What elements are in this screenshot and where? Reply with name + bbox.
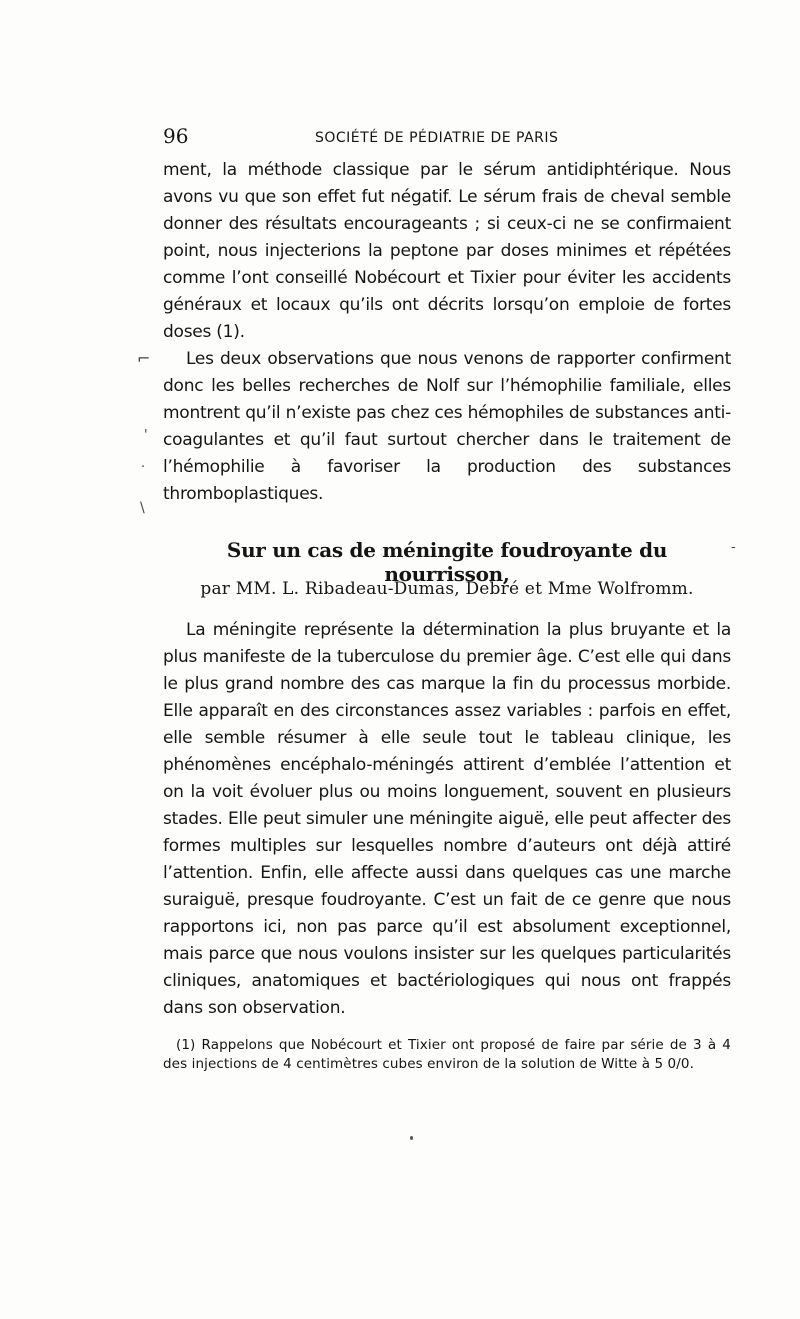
margin-tick-mark: ' [144, 428, 148, 443]
page-header [163, 124, 731, 154]
conclusion-paragraph-block [163, 346, 731, 508]
page-number: 96 [163, 124, 189, 148]
intro-paragraph-block [163, 157, 731, 346]
running-title: SOCIÉTÉ DE PÉDIATRIE DE PARIS [315, 130, 559, 146]
paper-speck [410, 1136, 413, 1140]
article-body-block [163, 617, 731, 1022]
margin-dot-mark: · [141, 460, 146, 475]
margin-dash-mark: - [731, 540, 736, 555]
article-title: Sur un cas de méningite foudroyante du nourrisson, [226, 538, 668, 586]
margin-bracket-mark: ⌐ [137, 349, 151, 368]
footnote: (1) Rappelons que Nobécourt et Tixier ont proposé de faire par série de 3 à 4 des injections de 4 centimètres cubes environ de la solution de Witte à 5 0/0. [163, 1037, 731, 1072]
article-body-paragraph: La méningite représente la détermination la plus bruyante et la plus manifeste de la tuberculose du premier âge. C’est elle qui dans le plus grand nombre des cas marque la fin du processus morbide. Elle apparaît en des circonstances assez variables : parfois en effet, elle semble résumer à elle seule tout le tableau clinique, les phénomènes encéphalo-méningés attirent d’emblée l’attention et on la voit évoluer plus ou moins longuement, souvent en plusieurs stades. Elle peut simuler une méningite aiguë, elle peut affecter des formes multiples sur lesquelles nombre d’auteurs ont déjà attiré l’attention. Enfin, elle affecte aussi dans quelques cas une marche suraiguë, presque foudroyante. C’est un fait de ce genre que nous rapportons ici, non pas parce qu’il est absolument exceptionnel, mais parce que nous voulons insister sur les quelques particularités cliniques, anatomiques et bactériologiques qui nous ont frappés dans son observation. [163, 620, 731, 1018]
margin-slash-mark: \ [140, 500, 145, 516]
conclusion-paragraph: Les deux observations que nous venons de rapporter confirment donc les belles recherches de Nolf sur l’hémophilie familiale, elles montrent qu’il n’existe pas chez ces hémophiles de substances anti-coagulantes et qu’il faut surtout chercher dans le traitement de l’hémophilie à favoriser la production des substances thromboplastiques. [163, 349, 731, 504]
intro-paragraph: ment, la méthode classique par le sérum antidiphtérique. Nous avons vu que son effet fut négatif. Le sérum frais de cheval semble donner des résultats encourageants ; si ceux-ci ne se confirmaient point, nous injecterions la peptone par doses minimes et répétées comme l’ont conseillé Nobécourt et Tixier pour éviter les accidents généraux et locaux qu’ils ont décrits lorsqu’on emploie de fortes doses (1). [163, 160, 731, 342]
article-authors: par MM. L. Ribadeau-Dumas, Debré et Mme Wolfromm. [200, 579, 694, 599]
